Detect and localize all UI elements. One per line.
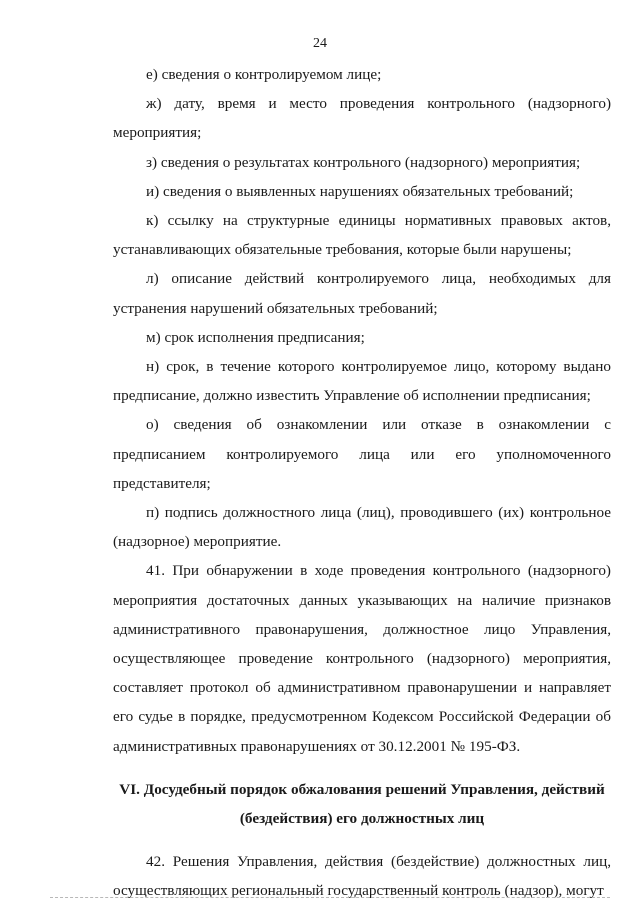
document-body: [113, 60, 611, 906]
section-heading-line-1: VI. Досудебный порядок обжалования решений Управления, действий: [119, 780, 605, 798]
list-item-m: м) срок исполнения предписания;: [146, 328, 365, 346]
clause-41: 41. При обнаружении в ходе проведения контрольного (надзорного) мероприятия достаточных данных указывающих на наличие признаков административного правонарушения, должностное лицо Управления, осуществляющее проведение контрольного (надзорного) мероприятия, составляет протокол об административном правонарушении и направляет его судье в порядке, предусмотренном Кодексом Российской Федерации об административных правонарушениях от 30.12.2001 № 195-ФЗ.: [113, 562, 611, 755]
clause-42: 42. Решения Управления, действия (бездействие) должностных лиц, осуществляющих региональный государственный контроль (надзор), могут: [113, 853, 611, 900]
list-item-e: е) сведения о контролируемом лице;: [146, 66, 382, 83]
list-item-l: л) описание действий контролируемого лица, необходимых для устранения нарушений обязательных требований;: [113, 270, 611, 317]
list-item-n: н) срок, в течение которого контролируемое лицо, которому выдано предписание, должно известить Управление об исполнении предписания;: [113, 358, 611, 405]
list-item-k: к) ссылку на структурные единицы нормативных правовых актов, устанавливающих обязательные требования, которые были нарушены;: [113, 212, 611, 259]
list-item-o: о) сведения об ознакомлении или отказе в ознакомлении с предписанием контролируемого лица или его уполномоченного представителя;: [113, 416, 611, 492]
list-item-p: п) подпись должностного лица (лиц), проводившего (их) контрольное (надзорное) мероприятие.: [113, 504, 611, 551]
list-item-zh: ж) дату, время и место проведения контрольного (надзорного) мероприятия;: [113, 95, 611, 142]
section-heading: [113, 775, 611, 833]
bottom-scan-edge: [50, 897, 610, 898]
section-heading-line-2: (бездействия) его должностных лиц: [239, 810, 485, 828]
page-number: 24: [313, 36, 327, 51]
list-item-i: и) сведения о выявленных нарушениях обязательных требований;: [146, 182, 574, 200]
list-item-z: з) сведения о результатах контрольного (надзорного) мероприятия;: [146, 153, 581, 171]
